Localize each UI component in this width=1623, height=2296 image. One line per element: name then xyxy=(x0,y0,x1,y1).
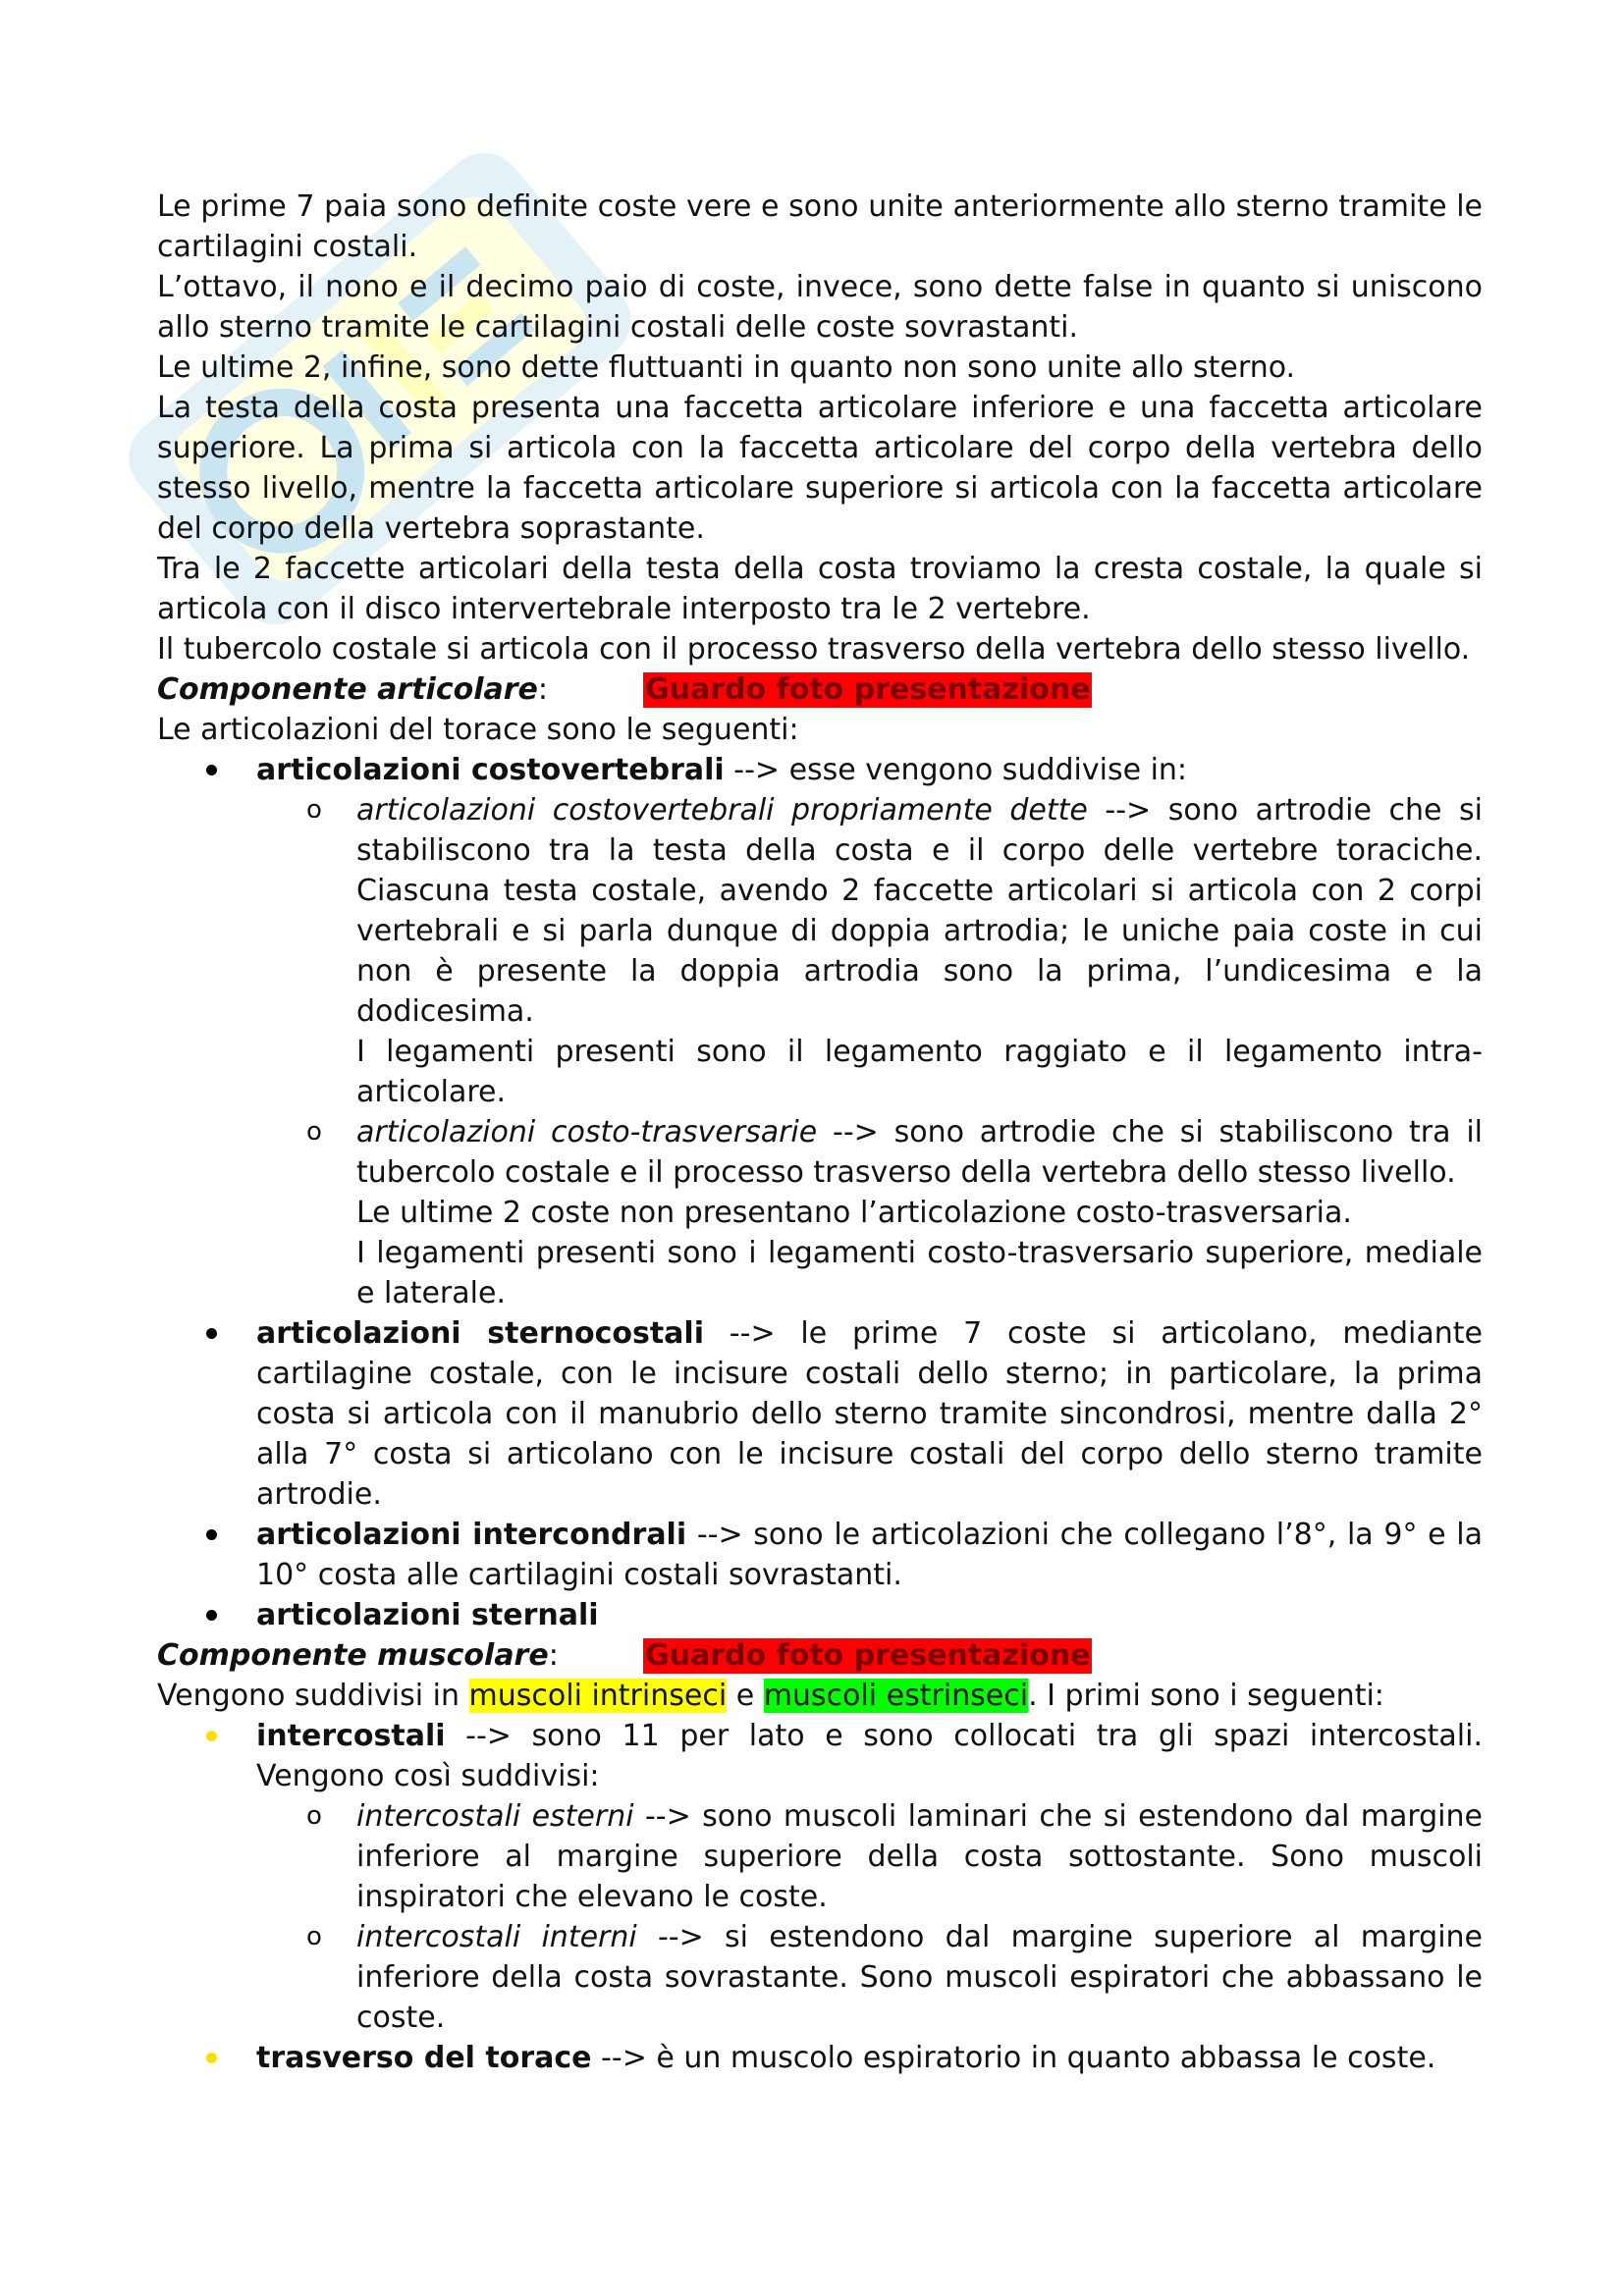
list-item-lead: intercostali xyxy=(256,1719,446,1753)
heading-colon: : xyxy=(537,672,548,707)
list-item xyxy=(157,1595,1483,1635)
intro-text: . I primi sono i seguenti: xyxy=(1028,1679,1384,1713)
sub-item-lead: articolazioni costovertebrali propriamente dette xyxy=(356,793,1088,828)
sub-list-item xyxy=(157,1796,1483,1917)
sub-item-text: --> si estendono dal margine superiore al margine inferiore della costa sovrastante. Sono muscoli espiratori che abbassano le coste. xyxy=(356,1920,1483,2035)
document-content xyxy=(157,187,1483,2078)
sub-item-text: --> sono artrodie che si stabiliscono tra il tubercolo costale e il processo trasverso della vertebra dello stesso livello. xyxy=(356,1115,1483,1190)
highlight-estrinseci: muscoli estrinseci xyxy=(763,1679,1029,1713)
paragraph-2: L’ottavo, il nono e il decimo paio di coste, invece, sono dette false in quanto si uniscono allo sterno tramite le cartilagini costali delle coste sovrastanti. xyxy=(157,270,1483,345)
bullet-icon xyxy=(206,1731,217,1741)
sub-item-extra: I legamenti presenti sono il legamento raggiato e il legamento intra-articolare. xyxy=(356,1035,1483,1109)
paragraph-3: Le ultime 2, infine, sono dette fluttuanti in quanto non sono unite allo sterno. xyxy=(157,350,1296,385)
highlight-intrinseci: muscoli intrinseci xyxy=(468,1679,728,1713)
list-item-lead: trasverso del torace xyxy=(256,2041,592,2075)
section-heading-articolare xyxy=(157,669,1483,710)
list-item-lead: articolazioni sternocostali xyxy=(256,1316,704,1351)
sub-item-extra: I legamenti presenti sono i legamenti costo-trasversario superiore, mediale e laterale. xyxy=(356,1236,1483,1310)
section-intro-muscolare xyxy=(157,1676,1483,1716)
paragraph-1: Le prime 7 paia sono definite coste vere e sono unite anteriormente allo sterno tramite le cartilagini costali. xyxy=(157,189,1483,264)
sub-item-lead: intercostali esterni xyxy=(356,1799,634,1834)
sub-bullet-icon: o xyxy=(306,1922,322,1951)
muscoli-list xyxy=(157,1716,1483,2078)
bullet-icon xyxy=(206,2053,217,2063)
section-intro-articolare: Le articolazioni del torace sono le seguenti: xyxy=(157,713,799,747)
sub-bullet-icon: o xyxy=(306,795,322,825)
list-item-text: --> è un muscolo espiratorio in quanto abbassa le coste. xyxy=(591,2041,1436,2075)
list-item-lead: articolazioni costovertebrali xyxy=(256,753,725,787)
articolazioni-list xyxy=(157,750,1483,1635)
section-heading-muscolare xyxy=(157,1635,1483,1676)
sub-item-lead: articolazioni costo-trasversarie xyxy=(356,1115,818,1149)
paragraph-5: Tra le 2 faccette articolari della testa della costa troviamo la cresta costale, la quale si articola con il disco intervertebrale interposto tra le 2 vertebre. xyxy=(157,552,1483,626)
sub-item-extra: Le ultime 2 coste non presentano l’articolazione costo-trasversaria. xyxy=(356,1196,1352,1230)
list-item xyxy=(157,2038,1483,2078)
sub-bullet-icon: o xyxy=(306,1117,322,1147)
bullet-icon xyxy=(206,1610,217,1621)
paragraph-4: La testa della costa presenta una faccetta articolare inferiore e una faccetta articolare superiore. La prima si articola con la faccetta articolare del corpo della vertebra dello stesso livello, mentre la faccetta articolare superiore si articola con la faccetta articolare del corpo della vertebra soprastante. xyxy=(157,391,1483,546)
bullet-icon xyxy=(206,1328,217,1339)
section-heading-text: Componente muscolare xyxy=(157,1638,549,1673)
intro-text: e xyxy=(727,1679,764,1713)
sub-item-text: --> sono artrodie che si stabiliscono tra la testa della costa e il corpo delle vertebre toraciche. Ciascuna testa costale, avendo 2 faccette articolari si articola con 2 corpi vertebrali e si parla dunque di doppia artrodia; le uniche paia coste in cui non è presente la doppia artrodia sono la prima, l’undicesima e la dodicesima. xyxy=(356,793,1483,1029)
list-item-lead: articolazioni intercondrali xyxy=(256,1518,687,1552)
list-item-text: --> esse vengono suddivise in: xyxy=(724,753,1188,787)
sub-item-text: --> sono muscoli laminari che si estendono dal margine inferiore al margine superiore della costa sottostante. Sono muscoli inspiratori che elevano le coste. xyxy=(356,1799,1483,1914)
sub-list-item xyxy=(157,790,1483,1112)
note-highlight: Guardo foto presentazione xyxy=(645,1638,1091,1673)
list-item xyxy=(157,1716,1483,1796)
list-item-text: --> le prime 7 coste si articolano, mediante cartilagine costale, con le incisure costali dello sterno; in particolare, la prima costa si articola con il manubrio dello sterno tramite sincondrosi, mentre dalla 2° alla 7° costa si articolano con le incisure costali del corpo dello sterno tramite artrodie. xyxy=(256,1316,1484,1512)
paragraph-6: Il tubercolo costale si articola con il processo trasverso della vertebra dello stesso livello. xyxy=(157,632,1471,667)
note-highlight: Guardo foto presentazione xyxy=(645,672,1091,707)
sub-bullet-icon: o xyxy=(306,1801,322,1831)
section-heading-text: Componente articolare xyxy=(157,672,538,707)
bullet-icon xyxy=(206,1529,217,1540)
list-item-text: --> sono 11 per lato e sono collocati tra gli spazi intercostali. Vengono così suddivisi: xyxy=(256,1719,1483,1793)
intro-text: Vengono suddivisi in xyxy=(157,1679,469,1713)
list-item xyxy=(157,1515,1483,1595)
list-item xyxy=(157,1313,1483,1515)
sub-list-item xyxy=(157,1917,1483,2038)
list-item-lead: articolazioni sternali xyxy=(256,1598,599,1632)
sub-item-lead: intercostali interni xyxy=(356,1920,637,1954)
list-item-text: --> sono le articolazioni che collegano l’8°, la 9° e la 10° costa alle cartilagini costali sovrastanti. xyxy=(256,1518,1483,1592)
bullet-icon xyxy=(206,765,217,775)
list-item xyxy=(157,750,1483,790)
heading-colon: : xyxy=(548,1638,559,1673)
sub-list-item xyxy=(157,1112,1483,1313)
